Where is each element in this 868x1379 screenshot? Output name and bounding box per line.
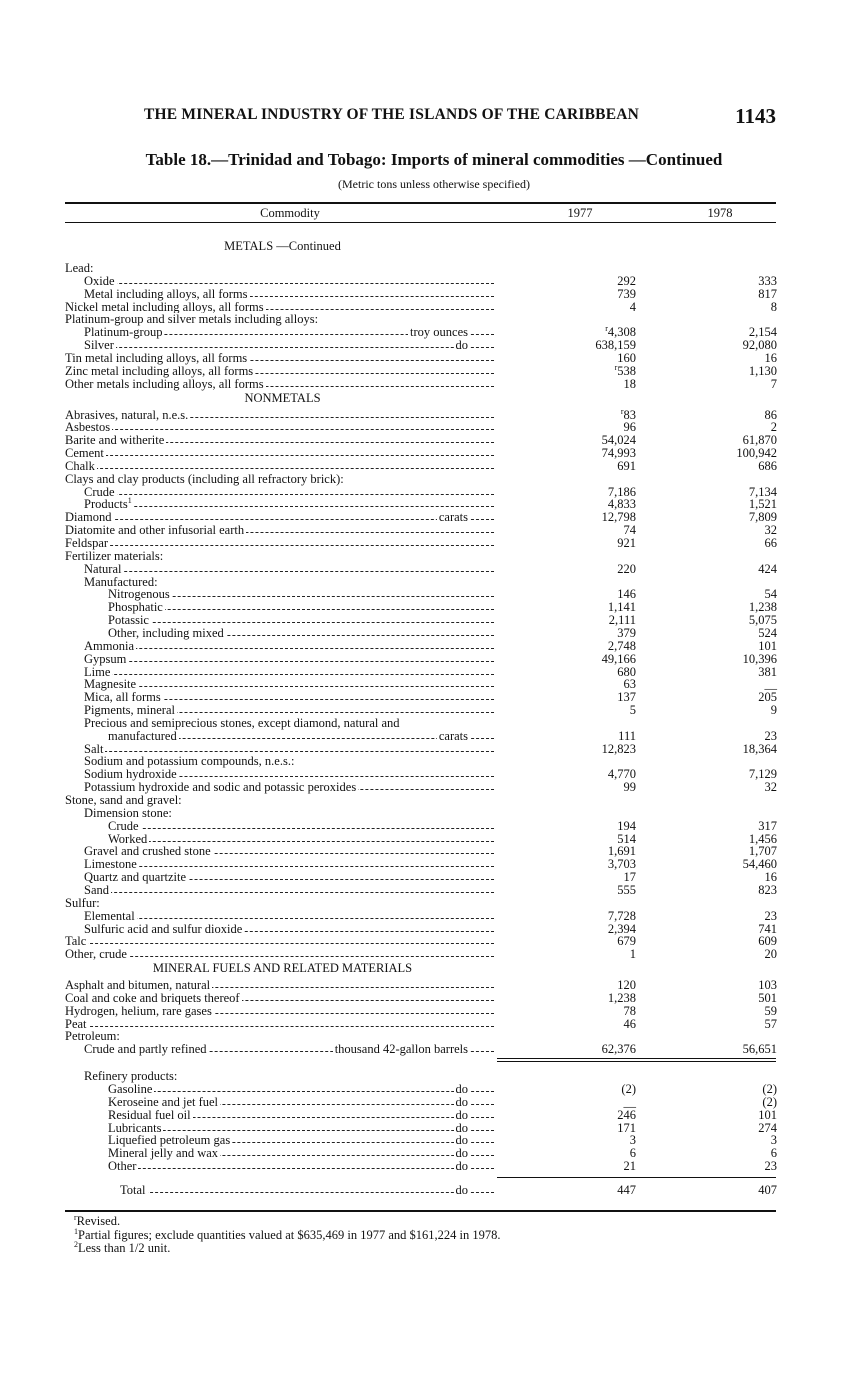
commodity-label: Products$^1$	[84, 496, 132, 512]
commodity-label: Sodium and potassium compounds, n.e.s.:	[84, 754, 295, 769]
leader-dots	[108, 1130, 494, 1131]
value-1977: 137	[617, 690, 636, 705]
commodity-label: Platinum-group	[84, 325, 163, 340]
value-1977: 638,159	[595, 338, 636, 353]
section-heading-label: NONMETALS	[244, 390, 321, 405]
value-1977: 7,728	[607, 908, 636, 923]
double-rule	[497, 1061, 776, 1062]
commodity-label: Crude	[84, 484, 115, 499]
value-1977: 78	[623, 1003, 636, 1018]
unit-label: do	[455, 1182, 468, 1197]
value-1977: __	[623, 1094, 636, 1109]
table-row	[0, 406, 868, 422]
footnote-2: $^2$Less than 1/2 unit.	[74, 1239, 171, 1255]
commodity-label: Mica, all forms	[84, 690, 161, 705]
leader-dots	[84, 751, 494, 752]
commodity-label: Fertilizer materials:	[65, 548, 164, 563]
value-1978: 2	[770, 420, 777, 435]
value-1978: 86	[764, 407, 777, 422]
value-1978: 16	[764, 350, 777, 365]
value-1978: __	[764, 677, 777, 692]
table-row	[0, 948, 868, 961]
value-1978: 501	[758, 990, 777, 1005]
leader-dots	[108, 1091, 494, 1092]
value-1978: 8	[770, 299, 777, 314]
value-1978: 57	[764, 1016, 777, 1031]
revised-marker: r	[620, 406, 624, 416]
leader-dots	[65, 429, 494, 430]
value-1977: $^r$538	[614, 362, 636, 378]
footnote-marker: 1	[127, 496, 132, 506]
leader-dots	[84, 506, 494, 507]
table-row	[0, 884, 868, 897]
value-1977: 514	[617, 831, 636, 846]
value-1978: 817	[758, 286, 777, 301]
value-1977: 447	[617, 1182, 636, 1197]
commodity-label: Asphalt and bitumen, natural	[65, 978, 211, 993]
value-1977: 220	[617, 561, 636, 576]
value-1978: 6	[770, 1146, 777, 1161]
commodity-label: Mineral jelly and wax	[108, 1146, 219, 1161]
commodity-label: Stone, sand and gravel:	[65, 793, 182, 807]
commodity-label: Lubricants	[108, 1120, 162, 1135]
commodity-label: Nitrogenous	[108, 587, 170, 602]
value-1978: 59	[764, 1003, 777, 1018]
leader-dots	[108, 1168, 494, 1169]
commodity-label: Sulfur:	[65, 895, 100, 910]
value-1978: 7,134	[748, 484, 777, 499]
value-1977: 1	[629, 947, 636, 962]
commodity-label: Peat	[65, 1016, 87, 1031]
value-1977: 74,993	[601, 446, 636, 461]
value-1978: 1,521	[748, 497, 777, 512]
commodity-label: Elemental	[84, 908, 135, 923]
column-header-1977: 1977	[567, 206, 593, 220]
footnote-1: $^1$Partial figures; exclude quantities valued at $635,469 in 1977 and $161,224 in 1978.	[74, 1226, 501, 1242]
commodity-label: Gasoline	[108, 1082, 153, 1096]
value-1978: 317	[758, 818, 777, 833]
value-1978: 274	[758, 1120, 777, 1135]
unit-label: do	[455, 1082, 468, 1096]
unit-label: do	[455, 1133, 468, 1148]
value-1978: 54,460	[742, 857, 777, 872]
leader-dots	[84, 571, 494, 572]
leader-dots	[108, 828, 494, 829]
value-1978: 23	[764, 1159, 777, 1174]
value-1978: 741	[758, 921, 777, 936]
value-1978: 10,396	[742, 651, 777, 666]
footnote-revised: $^r$Revised.	[74, 1212, 121, 1228]
table-row	[0, 447, 868, 460]
commodity-label: Diamond	[65, 510, 112, 525]
commodity-label: Hydrogen, helium, rare gases	[65, 1003, 212, 1018]
table-bottom-rule	[65, 1210, 776, 1212]
value-1978: 18,364	[742, 741, 777, 756]
value-1978: 103	[758, 978, 777, 993]
unit-label: do	[455, 1159, 468, 1174]
revised-marker: r	[605, 324, 608, 334]
commodity-label: Feldspar	[65, 536, 109, 550]
commodity-label: Potassic	[108, 613, 149, 628]
unit-label: do	[455, 1120, 468, 1135]
value-1977: 171	[617, 1120, 636, 1135]
value-1977: 7,186	[607, 484, 636, 499]
commodity-label: Oxide	[84, 273, 115, 288]
section-heading-label: MINERAL FUELS AND RELATED MATERIALS	[152, 961, 413, 976]
table-row	[0, 498, 868, 511]
commodity-label: manufactured	[108, 728, 177, 743]
table-row	[0, 653, 868, 666]
value-1978: 407	[758, 1182, 777, 1197]
value-1978: (2)	[762, 1082, 777, 1096]
commodity-label: Coal and coke and briquets thereof	[65, 990, 240, 1005]
value-1978: 1,238	[748, 600, 777, 615]
value-1978: 333	[758, 273, 777, 288]
value-1978: 32	[764, 523, 777, 538]
leader-dots	[84, 892, 494, 893]
value-1978: 1,130	[748, 363, 777, 378]
value-1977: 96	[623, 420, 636, 435]
value-1977: 54,024	[601, 433, 636, 448]
value-1978: 20	[764, 947, 777, 962]
leader-dots	[108, 622, 494, 623]
value-1978: 54	[764, 587, 777, 602]
value-1978: 524	[758, 625, 777, 640]
leader-dots	[84, 494, 494, 495]
commodity-label: Salt	[84, 741, 104, 756]
value-1977: 246	[617, 1107, 636, 1122]
commodity-label: Residual fuel oil	[108, 1107, 191, 1122]
value-1977: 63	[623, 677, 636, 692]
unit-label: troy ounces	[410, 325, 468, 340]
commodity-label: Zinc metal including alloys, all forms	[65, 363, 254, 378]
value-1978: 3	[770, 1133, 777, 1148]
value-1977: 2,394	[607, 921, 636, 936]
table-row	[0, 524, 868, 537]
commodity-label: Lead:	[65, 261, 94, 275]
table-row	[0, 923, 868, 936]
table-row	[0, 1160, 868, 1173]
leader-dots	[84, 661, 494, 662]
table-row	[0, 1005, 868, 1018]
commodity-label: Natural	[84, 561, 122, 576]
table-row	[0, 730, 868, 743]
commodity-label: Talc	[65, 934, 87, 949]
table-title: Table 18.—Trinidad and Tobago: Imports of mineral commodities —Continued	[145, 150, 723, 169]
value-1978: 66	[764, 536, 777, 550]
value-1978: 101	[758, 638, 777, 653]
value-1977: 1,691	[607, 844, 636, 859]
column-header-commodity: Commodity	[260, 206, 320, 220]
commodity-label: Asbestos	[65, 420, 111, 435]
value-1977: 18	[623, 376, 636, 391]
value-1978: 424	[758, 561, 777, 576]
value-1978: 686	[758, 458, 777, 473]
value-1977: 17	[623, 870, 636, 885]
value-1977: $^r$4,308	[605, 324, 636, 340]
value-1977: 4,833	[607, 497, 636, 512]
commodity-label: Manufactured:	[84, 574, 158, 589]
column-header-1978: 1978	[707, 206, 733, 220]
table-row	[0, 1184, 868, 1197]
value-1977: 49,166	[601, 651, 636, 666]
value-1977: 680	[617, 664, 636, 679]
value-1978: 609	[758, 934, 777, 949]
leader-dots	[65, 943, 494, 944]
unit-label: carats	[438, 728, 468, 743]
value-1977: 6	[629, 1146, 636, 1161]
footnotes	[74, 1212, 501, 1256]
value-1978: 100,942	[736, 446, 777, 461]
unit-label: thousand 42-gallon barrels	[334, 1042, 468, 1057]
commodity-label: Abrasives, natural, n.e.s.	[65, 407, 189, 422]
unit-label: carats	[438, 510, 468, 525]
leader-dots	[108, 841, 494, 842]
table-row	[0, 1018, 868, 1031]
value-1977: 21	[623, 1159, 636, 1174]
value-1977: 160	[617, 350, 636, 365]
table-row	[0, 378, 868, 391]
commodity-label: Chalk	[65, 458, 95, 473]
commodity-label: Cement	[65, 446, 104, 461]
table-row	[0, 262, 868, 275]
value-1977: $^r$83	[620, 406, 636, 422]
value-1977: 3,703	[607, 857, 636, 872]
value-1977: 1,238	[607, 990, 636, 1005]
value-1977: 12,823	[601, 741, 636, 756]
table-row	[0, 473, 868, 486]
double-rule	[497, 1058, 776, 1059]
value-1978: 32	[764, 780, 777, 795]
table-row	[0, 640, 868, 653]
revised-marker: r	[614, 362, 618, 372]
leader-dots	[84, 347, 494, 348]
section-heading	[0, 240, 868, 253]
commodity-label: Worked	[108, 831, 148, 846]
value-1978: 23	[764, 908, 777, 923]
commodity-label: Dimension stone:	[84, 805, 172, 820]
commodity-label: Precious and semiprecious stones, except diamond, natural and	[84, 715, 400, 730]
running-title: THE MINERAL INDUSTRY OF THE ISLANDS OF THE CARIBBEAN	[144, 106, 640, 123]
commodity-label: Nickel metal including alloys, all forms	[65, 299, 264, 314]
commodity-label: Clays and clay products (including all refractory brick):	[65, 471, 344, 486]
value-1977: 111	[618, 728, 636, 743]
value-1978: 101	[758, 1107, 777, 1122]
commodity-label: Keroseine and jet fuel	[108, 1094, 219, 1109]
leader-dots	[65, 545, 494, 546]
value-1977: 99	[623, 780, 636, 795]
leader-dots	[108, 609, 494, 610]
value-1978: 2,154	[748, 325, 777, 340]
value-1978: 7	[770, 376, 777, 391]
commodity-label: Metal including alloys, all forms	[84, 286, 248, 301]
value-1977: 3	[629, 1133, 636, 1148]
commodity-label: Gypsum	[84, 651, 127, 666]
value-1977: 120	[617, 978, 636, 993]
commodity-label: Sulfuric acid and sulfur dioxide	[84, 921, 243, 936]
leader-dots	[84, 866, 494, 867]
commodity-label: Crude	[108, 818, 139, 833]
value-1978: 16	[764, 870, 777, 885]
value-1978: 7,809	[748, 510, 777, 525]
leader-dots	[65, 956, 494, 957]
table-row	[0, 1043, 868, 1056]
commodity-label: Sodium hydroxide	[84, 767, 177, 782]
commodity-label: Total	[120, 1182, 146, 1197]
value-1977: 4	[629, 299, 636, 314]
commodity-label: Diatomite and other infusorial earth	[65, 523, 245, 538]
table-row	[0, 871, 868, 884]
value-1977: 1,141	[607, 600, 636, 615]
table-subtitle: (Metric tons unless otherwise specified)	[338, 177, 530, 191]
section-heading	[0, 392, 868, 405]
value-1977: 379	[617, 625, 636, 640]
value-1977: 679	[617, 934, 636, 949]
total-rule	[497, 1177, 776, 1178]
commodity-label: Silver	[84, 338, 114, 353]
value-1978: 61,870	[742, 433, 777, 448]
commodity-label: Pigments, mineral	[84, 703, 175, 718]
leader-dots	[84, 674, 494, 675]
value-1977: 62,376	[601, 1042, 636, 1057]
commodity-label: Ammonia	[84, 638, 134, 653]
commodity-label: Sand	[84, 882, 109, 897]
value-1977: 292	[617, 273, 636, 288]
leader-dots	[65, 1026, 494, 1027]
value-1978: 1,456	[748, 831, 777, 846]
commodity-label: Quartz and quartzite	[84, 870, 187, 885]
table-row	[0, 550, 868, 563]
value-1977: 146	[617, 587, 636, 602]
unit-label: do	[455, 1094, 468, 1109]
value-1977: 739	[617, 286, 636, 301]
value-1978: 5,075	[748, 613, 777, 628]
commodity-label: Lime	[84, 664, 111, 679]
commodity-label: Petroleum:	[65, 1029, 120, 1044]
value-1977: 46	[623, 1016, 636, 1031]
value-1977: (2)	[621, 1082, 636, 1096]
commodity-label: Liquefied petroleum gas	[108, 1133, 231, 1148]
unit-label: do	[455, 338, 468, 353]
commodity-label: Refinery products:	[84, 1069, 178, 1084]
leader-dots	[84, 648, 494, 649]
leader-dots	[65, 519, 494, 520]
commodity-label: Crude and partly refined	[84, 1042, 207, 1057]
unit-label: do	[455, 1107, 468, 1122]
value-1977: 74	[623, 523, 636, 538]
value-1978: 56,651	[742, 1042, 777, 1057]
value-1977: 12,798	[601, 510, 636, 525]
commodity-label: Phosphatic	[108, 600, 163, 615]
commodity-label: Magnesite	[84, 677, 137, 692]
leader-dots	[84, 686, 494, 687]
value-1977: 555	[617, 882, 636, 897]
commodity-label: Platinum-group and silver metals including alloys:	[65, 312, 319, 327]
value-1977: 921	[617, 536, 636, 550]
commodity-label: Other, including mixed	[108, 625, 224, 640]
commodity-label: Tin metal including alloys, all forms	[65, 350, 248, 365]
value-1977: 2,748	[607, 638, 636, 653]
commodity-label: Gravel and crushed stone	[84, 844, 211, 859]
value-1978: 7,129	[748, 767, 777, 782]
value-1977: 2,111	[608, 613, 636, 628]
commodity-label: Barite and witherite	[65, 433, 165, 448]
value-1978: 1,707	[748, 844, 777, 859]
value-1977: 4,770	[607, 767, 636, 782]
leader-dots	[84, 918, 494, 919]
commodity-label: Other, crude	[65, 947, 127, 962]
value-1978: 381	[758, 664, 777, 679]
commodity-label: Other	[108, 1159, 137, 1174]
leader-dots	[84, 283, 494, 284]
table-row	[0, 326, 868, 339]
page-number: 1143	[735, 104, 776, 128]
value-1978: (2)	[762, 1094, 777, 1109]
commodity-label: Potassium hydroxide and sodic and potassic peroxides	[84, 780, 357, 795]
unit-label: do	[455, 1146, 468, 1161]
value-1977: 5	[629, 703, 636, 718]
section-heading-label: METALS —Continued	[224, 239, 341, 253]
value-1977: 194	[617, 818, 636, 833]
value-1978: 205	[758, 690, 777, 705]
value-1978: 92,080	[742, 338, 777, 353]
value-1978: 23	[764, 728, 777, 743]
value-1978: 9	[770, 703, 777, 718]
commodity-label: Other metals including alloys, all forms	[65, 376, 264, 391]
commodity-label: Limestone	[84, 857, 137, 872]
leader-dots	[65, 455, 494, 456]
table-row	[0, 935, 868, 948]
value-1978: 823	[758, 882, 777, 897]
section-heading	[0, 962, 868, 975]
value-1977: 691	[617, 458, 636, 473]
leader-dots	[65, 468, 494, 469]
leader-dots	[120, 1192, 494, 1193]
